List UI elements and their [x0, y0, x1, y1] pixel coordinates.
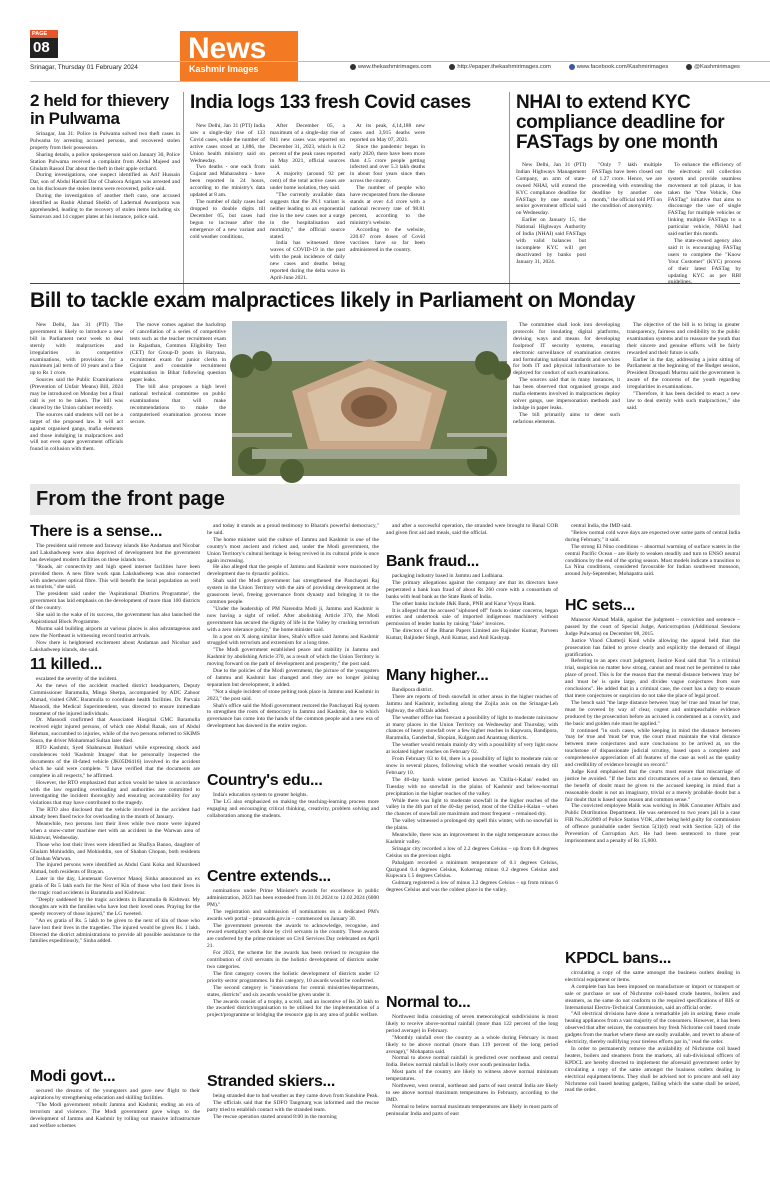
front-page-title: From the front page: [36, 488, 225, 510]
snowfall-body: [386, 687, 558, 989]
paragraph: The injured persons were identified as Abdul Gani Koka and Khursheed Ahmad, both residents of Brayan.: [30, 862, 200, 876]
paragraph: Srinagar, Jan 31: Police in Pulwama solved two theft cases in Pulwama by arresting accused persons, and recovered stolen property from their possession.: [30, 131, 180, 151]
paragraph: Shah said the Modi government has strengthened the Panchayati Raj system in the Union Territory with the aim of providing development at the grassroots level, freeing governance from dynasty and bringing it to the common people.: [207, 578, 379, 605]
paragraph: Northwest India consisting of seven meteorological subdivisions is most likely to receive above-normal rainfall (more than 122 percent of the long period average) in February.: [386, 1014, 558, 1034]
centre-body: [207, 888, 379, 1076]
modi-body: [30, 1088, 200, 1168]
paragraph: The move comes against the backdrop of cancellation of a series of competitive tests such as the teacher recruitment exam in Rajasthan, Common Eligibility Test (CET) for Group-D posts in Haryana, recruitment exam for junior clerks in Gujarat and constable recruitment examination in Bihar following question paper leaks.: [130, 322, 226, 384]
paragraph: New Delhi, Jan 31 (PTI) India saw a single-day rise of 133 Covid cases, while the number of active cases stood at 1,886, the Union health ministry said on Wednesday.: [190, 123, 265, 164]
page-number-badge: [30, 30, 58, 58]
paragraph: The valley witnessed a prolonged dry spell this winter, with no snowfall in the plains.: [386, 818, 558, 832]
modi-body-continued: [207, 523, 379, 768]
paragraph: Normal to above normal rainfall is predicted over northeast and central India. Below normal rainfall is likely over south peninsular India.: [386, 1055, 558, 1069]
paragraph: The other banks include J&K Bank, PNB and Karur Vysya Bank.: [392, 600, 536, 607]
paragraph: The officials said that the SDFO Tangmarg was informed and the rescue party tried to establish contact with the stranded team.: [207, 1099, 379, 1113]
paragraph: He also alleged that the people of Jammu and Kashmir were marooned by development due to dynastic politics.: [207, 564, 379, 578]
paragraph: Dr. Masoodi confirmed that Associated Hospital GMC Baramulla received eight injured persons, of which one Abdul Razak, son of Abdul Rehman, succumbed to injuries, while of the two persons referred to SKIMS Soura, the driver Mohammad Sultan later died.: [30, 717, 200, 745]
paragraph: Murmu said building airports at various places is also advantageous and now the Northeast is witnessing record tourist arrivals.: [30, 625, 200, 639]
masthead-subtitle: Kashmir Images: [189, 64, 259, 74]
paragraph: Gulmarg registered a low of minus 3.2 degrees Celsius – up from minus 6 degrees Celsius and was the coldest place in the valley.: [386, 880, 558, 894]
kyc-body-col2: [592, 162, 662, 282]
killed-headline: 11 killed...: [30, 656, 103, 673]
paragraph: The directors of the Bharat Papers Limited are Rajinder Kumar, Parveen Kumar, Baljinder Singh, Anil Kumar, and Anil Kashyap.: [386, 628, 558, 642]
paragraph: The sources said students will not be a target of the proposed law. It will act against organised gangs, mafia elements and those indulging in malpractices and will not even spare government officials found in collusion with them.: [30, 411, 123, 453]
paragraph: "Deeply saddened by the tragic accidents in Baramulla & Kishtwar. My thoughts are with the families who have lost their loved ones. Praying for the speedy recovery of those injured," the LG tweeted.: [30, 897, 200, 917]
covid-body-col1: [190, 123, 265, 283]
paragraph: After December 05, a maximum of a single-day rise of 841 new cases was reported on December 31, 2023, which is 0.2 percent of the peak cases reported in May 2021, official sources said.: [270, 123, 345, 171]
paragraph: "All electrical divisions have done a remarkable job in seizing these crude heating appliances from a vast majority of the consumers. However, it has been observed that after seizure, the consumers buy fresh Nichrome coil based crude gadgets from the market where these are easily available, and revert to abuse of electricity, thereby nullifying your tireless efforts par in," read the order.: [565, 1011, 741, 1046]
kpdcl-body: [565, 970, 740, 1168]
paragraph: "The Modi government rebuilt Jammu and Kashmir, ending an era of terrorism and violence. The Modi government gave wings to the development of Jammu and Kashmir by rolling out massive infrastructure and welfare schemes: [30, 1101, 200, 1129]
kyc-headline: NHAI to extend KYC compliance deadline for FASTags by one month: [516, 92, 725, 153]
column-divider: [509, 92, 510, 302]
paragraph: "Monthly rainfall over the country as a whole during February is most likely to be above normal (more than 119 percent of the long period average)," Mohapatra said.: [386, 1034, 558, 1055]
epaper-link[interactable]: http://epaper.thekashmirimages.com: [449, 64, 550, 70]
bill-body-col2: [130, 322, 226, 474]
paragraph: During investigations, one suspect identified as Arif Hussain Dar, son of Abdul Hamid Dar of Chakora Arigam was arrested and on his disclosure the stolen items were recovered, police said.: [30, 172, 180, 193]
paragraph: Later in the day, Lieutenant Governor Manoj Sinha announced an ex gratia of Rs 5 lakh each for the Next of Kin of those who lost their lives in the tragic road accidents in Baramulla and Kishtwar.: [30, 876, 200, 897]
paragraph: The strong El Nino conditions – abnormal warming of surface waters in the central Pacific Ocean – are likely to weaken steadily and turn to ENSO neutral conditions by the end of the spring season. Most models indicate a transition to La Nina conditions, considered favourable for Indian southwest monsoon, around July-September, Mohapatra said.: [565, 543, 740, 578]
paragraph: The RTO also disclosed that the vehicle involved in the accident had already been fined twice for overloading in the month of January.: [30, 807, 200, 821]
paragraph: The registration and submission of nominations on a dedicated PM's awards web portal – pmawards.gov.in – commenced on January 30.: [207, 908, 379, 922]
sense-body: [30, 543, 200, 651]
bill-body-col4: [627, 322, 740, 474]
paragraph: "An ex gratia of Rs. 5 lakh to be given to the next of kin of those who have lost their lives in the tragedies. The injured would be given Rs. 1 lakh. Directed the district administrations to provide all possible assistance to the families expeditiously," Sinha added.: [30, 917, 200, 945]
paragraph: "Therefore, it has been decided to enact a new law to deal sternly with such malpractices," she said.: [627, 391, 740, 411]
hc-headline: HC sets...: [565, 597, 635, 614]
paragraph: While there was light to moderate snowfall in the higher reaches of the valley in the 4th part of the 40-day period, most of the Chilla-i-Kalan – when the chances of snowfall are maximum and most frequent – remained dry.: [386, 797, 558, 818]
paragraph: However, the RTO emphasized that action would be taken in accordance with the law regarding overloading and authorities are committed to investigating the incident thoroughly and ensuring accountability for any violations that may have contributed to the tragedy.: [30, 779, 200, 807]
paragraph: The first category covers the holistic development of districts under 12 priority sector programmes. In this category, 10 awards would be conferred.: [207, 970, 379, 984]
section-divider: [30, 283, 740, 284]
paragraph: central India, the IMD said.: [571, 523, 632, 529]
paragraph: Mansoor Ahmad Malik, against the judgment – conviction and sentence – passed by the court of Special Judge, Anticorruption (Additional Sessions Judge Pulwama) on December 08, 2015.: [565, 617, 740, 637]
bank-body: [386, 573, 558, 663]
paragraph: Since the pandemic began in early 2020, there have been more than 4.5 crore people getting infected and over 5.3 lakh deaths in about four years since then across the country.: [350, 143, 425, 185]
paragraph: A complete ban has been imposed on manufacture or import or transport or sale or purchase or use of Nichrome coil-based crude heaters, boilers and steamers, as the same do not conform to the required specifications of BIS or International Electro-Technical Commission, said an official order.: [565, 983, 740, 1011]
paragraph: The state-owned agency also said it is encouraging FASTag users to complete the "Know Your Customer" (KYC) process of their latest FASTag by updating KYC as per RBI: [668, 237, 741, 279]
paragraph: It continued "in such cases, while keeping in mind the distance between 'may be' true and 'must be' true, the court must maintain the vital distance between mere conjectures and sure conclusions to be arrived at, on the touchstone of dispassionate judicial scrutiny, based upon a complete and comprehensive appreciation of all features of the case as well as the quality and credibility of evidence brought on record.": [565, 727, 740, 769]
paragraph: The president said under the 'Aspirational Districts Programme', the government has laid emphasis on the development of more than 100 districts of the country.: [30, 591, 200, 612]
paragraph: It is alleged that the accused "siphoned off" funds to sister concerns, began entries and undertook sale of imported indigenous machinery without permission of lender banks by raising "fake" invoices.: [386, 607, 558, 628]
paragraph: In order to permanently remove the availability of Nichrome coil based heaters, boilers and steamers from the markets, all sub-divisional officers of KPDCL are hereby directed to implement the aforesaid government order by circulating a copy of the same amongst the business outlets dealing in electrical equipment/items. They shall be advised not to procure and sell any Nichrome coil based heating gadgets, failing which the same shall be seized, read the order.: [565, 1045, 740, 1094]
kyc-body-col3: [668, 162, 741, 282]
paragraph: The weather office has forecast a possibility of light to moderate rain/snow at many places in the Union Territory on Wednesday and Thursday, with chances of heavy snowfall over a few higher reaches in Kupwara, Bandipora, Baramulla, Ganderbal, Shopian, Kulgam and Anantnag districts.: [386, 714, 558, 742]
paragraph: Shah's office said the Modi government restored the Panchayati Raj system to strengthen the roots of democracy in Jammu and Kashmir, due to which governance has come into the hands of the common people and a new era of development has dawned in the entire region.: [207, 702, 379, 730]
paragraph: "Only 7 lakh multiple FASTags have been closed out of 1.27 crore. Hence, we are proceeding with extending the deadline by another one month," the official told PTI on the condition of anonymity.: [592, 162, 662, 210]
skiers-body: [207, 1093, 379, 1168]
paragraph: Due to the policies of the Modi government, the picture of the youngsters of Jammu and Kashmir has changed and they are no longer joining separatism but development, it added.: [207, 668, 379, 688]
paragraph: Pahalgam recorded a minimum temperature of 0.1 degrees Celsius, Qazigund 0.4 degrees Celsius, Kokernag minus 0.2 degrees Celsius and Kupwara 1.5 degrees Celsius.: [386, 859, 558, 880]
normal-body-continued: [565, 523, 740, 593]
paragraph: The sources said that in many instances, it has been observed that organised groups and mafia elements involved in malpractices deploy solver gangs, use impersonation methods and indulge in paper leaks.: [513, 377, 620, 411]
thievery-headline: 2 held for thievery in Pulwama: [30, 91, 169, 128]
paragraph: India has witnessed three waves of COVID-19 in the past with the peak incidence of daily new cases and deaths being reported during the delta wave in April-June 2021.: [270, 240, 345, 281]
kpdcl-headline: KPDCL bans...: [565, 950, 672, 967]
link-icon: [449, 64, 455, 70]
paragraph: Judge Koul emphasised that the courts must ensure that miscarriage of justice be avoided. "If the facts and circumstances of a case so demand, then the benefit of doubt must be given to the accused keeping in mind that a reasonable doubt is not an imaginary, trivial or a merely probable doubt but a fair doubt that is based upon reason and common sense.": [565, 768, 740, 803]
paragraph: For 2023, the scheme for the awards has been revised to recognise the contribution of civil servants in the holistic development of districts under two categories.: [207, 950, 379, 970]
bill-body-col3: [513, 322, 620, 474]
paragraph: Sources said the Public Examinations (Prevention of Unfair Means) Bill, 2024 may be introduced on Monday but a final call is yet to be taken. The bill was cleared by the Union cabinet recently.: [30, 377, 123, 411]
paragraph: Justice Vinod Chatterji Koul while allowing the appeal held that the prosecution has failed to prove clearly and explicitly the demand of illegal gratification.: [565, 637, 740, 658]
paragraph: The government presents the awards to acknowledge, recognise, and reward exemplary work done by civil servants in the country. These awards are conferred by the prime minister on Civil Services Day celebrated on April 21.: [207, 922, 379, 950]
paragraph: The home minister said the culture of Jammu and Kashmir is one of the country's most ancient and richest and, under the Modi government, the Union Territory's cultural heritage is being revived in its cultural pride is once again increasing.: [207, 536, 379, 564]
hc-body: [565, 617, 740, 945]
covid-body-col4: [430, 123, 505, 283]
killed-body: [30, 676, 200, 1064]
paragraph: and today it stands as a proud testimony to Bharat's powerful democracy," he said.: [207, 523, 379, 536]
page-number: 08: [33, 39, 50, 56]
facebook-icon: [569, 64, 575, 70]
facebook-link[interactable]: www.facebook.com/Kashmirimages: [569, 64, 669, 70]
bank-headline: Bank fraud...: [386, 553, 480, 570]
normal-headline: Normal to...: [386, 994, 471, 1011]
paragraph: escalated the severity of the incident.: [36, 676, 118, 682]
paragraph: circulating a copy of the same amongst the business outlets dealing in electrical equipment or items.: [565, 970, 740, 983]
paragraph: The number of daily cases had dropped to double digits till December 05, but cases had begun to increase after the emergence of a new variant and cold weather conditions.: [190, 198, 265, 240]
paragraph: Most parts of the country are likely to witness above normal minimum temperatures.: [386, 1069, 558, 1083]
bill-headline: Bill to tackle exam malpractices likely in Parliament on Monday: [30, 289, 636, 312]
paragraph: From February 03 to 04, there is a possibility of light to moderate rain or snow in several places, following which the weather would remain dry till February 10.: [386, 756, 558, 776]
paragraph: Now there is heightened excitement about Andaman and Nicobar and Lakshadweep islands, she said.: [30, 639, 200, 653]
paragraph: "The currently available data suggests that the JN.1 variant is neither leading to an exponential rise in the new cases nor a surge in the hospitalisation and mortality," the official source stated.: [270, 192, 345, 240]
parliament-photo: [232, 321, 507, 476]
paragraph: Bandipora district.: [392, 687, 433, 693]
normal-body: [386, 1014, 558, 1168]
paragraph: The bill also proposes a high level national technical committee on public examinations that will make recommendations to make the computerised examination process more secure.: [130, 384, 226, 425]
paragraph: The awards consist of a trophy, a scroll, and an incentive of Rs 20 lakh to the awarded district/organisation to be utilised for the implementation of a project/programme or bridging the resource gap in any area of public welfare.: [207, 998, 379, 1019]
paragraph: At its peak, 4,14,188 new cases and 3,915 deaths were reported on May 07, 2021.: [350, 123, 425, 143]
paragraph: "Under the leadership of PM Narendra Modi ji, Jammu and Kashmir is now having a sight of relief. After abolishing Article 370, the Modi government has secured the dignity of life in the Valley by crushing terrorism with a zero tolerance policy," the home minister said.: [207, 605, 379, 633]
edu-body: [207, 792, 379, 854]
paragraph: "Not a single incident of stone pelting took place in Jammu and Kashmir in 2023," the post said.: [207, 688, 379, 702]
paragraph: "Roads, air connectivity and high speed internet facilities have been provided there. A new fibre work span Lakshadweep was also connected with underwater optical fibre. This will benefit the local population as well as tourists," she said.: [30, 563, 200, 591]
paragraph: There are reports of fresh snowfall in other areas in the higher reaches of Jammu and Kashmir, including along the Zojila axis on the Srinagar-Leh highway, the officials added.: [386, 693, 558, 714]
paragraph: New Delhi, Jan 31 (PTI) The government is likely to introduce a new bill in Parliament next week to deal sternly with malpractices and irregularities in competitive examinations, with provisions for a maximum jail term of 10 years and a fine up to Rs 1 crore.: [30, 322, 123, 377]
paragraph: secured the dreams of the youngsters and gave new flight to their aspirations by strengthening education and skilling facilities.: [30, 1088, 200, 1101]
twitter-icon: [686, 64, 692, 70]
paragraph: The convicted employee Malik was working in J&K Consumer Affairs and Public Distribution Department. He was sentenced to two years jail in a case FIR No.26/2009 of Police Station VOK, after being held guilty for commission of offence punishable under Section 5(1)(d) read with Section 5(2) of the Prevention of Corruption Act. He had been sentenced to three year imprisonment and a penalty of Rs 15,000.: [565, 803, 740, 844]
dateline: Srinagar, Thursday 01 February 2024: [30, 64, 138, 71]
paragraph: Normal to below normal maximum temperatures are likely in most parts of peninsular India and parts of east: [386, 1103, 558, 1117]
paragraph: Meanwhile, there was an improvement in the night temperature across the Kashmir valley.: [386, 832, 558, 845]
paragraph: being stranded due to bad weather as they came down from Sunshine Peak.: [213, 1093, 379, 1099]
paragraph: Meanwhile, two persons lost their lives while two more were injured when a snow-cutter machine met with an accident in the Warwan area of Kishtwar, Wednesday.: [30, 821, 200, 841]
paragraph: According to the website, 220.67 crore doses of Covid vaccines have so far been administered in the country.: [350, 226, 425, 254]
skiers-body-continued: [386, 523, 558, 549]
bill-body-col1: [30, 322, 123, 474]
sense-headline: There is a sense...: [30, 523, 163, 540]
covid-headline: India logs 133 fresh Covid cases: [190, 92, 471, 113]
paragraph: RTO Kashmir, Syed Shahnawaz Bukhari while expressing shock and condolences told 'Kashmir Images' that he personally inspected the documents of the ill-fated vehicle (JK05D6416) involved in the accident which he said were complete. "I have verified that the documents are complete in all respects," he affirmed.: [30, 745, 200, 779]
paragraph: Two deaths - one each from Gujarat and Maharashtra - have been reported in 24 hours, according to the ministry's data updated at 8 am.: [190, 164, 265, 199]
column-divider: [183, 92, 184, 302]
paragraph: The number of people who have recuperated from the disease stands at over 4.4 crore with a national recovery rate of 98.81 percent, according to the ministry's website.: [350, 185, 425, 226]
paragraph: New Delhi, Jan 31 (PTI) Indian Highways Management Company, an arm of state-owned NHAI, will extend the KYC compliance deadline for FASTags by one month, a senior government official said on Wednesday.: [516, 162, 586, 217]
paragraph: During the investigation of another theft case, one accused identified as Bashir Ahmad Sheikh of Ladermal Awantipora was apprehended, leading to the recovery of stolen items including six Samovars and 14 copper plates at his instance, police said.: [30, 193, 180, 220]
paragraph: nominations under Prime Minister's awards for excellence in public administration, 2023 has been extended from 31.01.2024 to 12.02.2024 (6000 PM).": [207, 888, 379, 908]
paragraph: India's education system to greater heights.: [213, 792, 308, 798]
paragraph: "Below normal cold wave days are expected over some parts of central India during February," it said.: [565, 529, 741, 543]
paragraph: Earlier on January 15, the National Highways Authority of India (NHAI) said FASTags with valid balances but incomplete KYC will get deactivated by banks post January 31, 2024.: [516, 217, 586, 265]
paragraph: She said in the wake of its success, the government has also launched the Aspirational Block Programme.: [30, 612, 200, 625]
paragraph: To enhance the efficiency of the electronic toll collection system and provide seamless movement at toll plazas, it has taken the "One Vehicle, One FASTag" initiative that aims to discourage the use of single FASTag for multiple vehicles or linking multiple FASTags to a particular vehicle, NHAI had said earlier this month.: [668, 162, 741, 238]
header-links: [350, 64, 740, 70]
page-label: PAGE: [30, 30, 58, 38]
covid-body-col2: [270, 123, 345, 283]
paragraph: The rescue operation started around 8:00 in the morning: [213, 1113, 337, 1120]
snowfall-headline: Many higher...: [386, 667, 489, 684]
paragraph: In a post on X along similar lines, Shah's office said Jammu and Kashmir struggled with terrorism and extremism for a long time.: [207, 633, 379, 647]
globe-icon: [350, 64, 356, 70]
paragraph: Sharing details, a police spokesperson said on January 30, Police Station Pulwama received a complaint from Abdul Majeed and Ghulam Rasool Dar about the theft in their apple orchard.: [30, 151, 180, 172]
paragraph: Those who lost their lives were identified as Shafiya Banoo, daughter of Ghulam Mohiuddin, and Mohiuddin, son of Shaban Chopan, both residents of Inshan Warwan.: [30, 841, 200, 862]
paragraph: The committee shall look into developing protocols for insulating digital platforms, devising ways and means for developing foolproof IT security systems, ensuring electronic surveillance of examination centres and formulating national standards and services for both IT and physical infrastructure to be deployed for conduct of such examinations.: [513, 322, 620, 377]
kyc-body-col1: [516, 162, 586, 282]
paragraph: The primary allegations against the company are that its directors have perpetrated a bank loan fraud of about Rs 260 crore with a consortium of banks with lead bank as the State Bank of India.: [386, 579, 558, 600]
paragraph: Referring to an apex court judgment, Justice Koul said that "in a criminal trial, suspicion no matter how strong, cannot and must not be permitted to take place of proof. This is for the reason that the mental distance between 'may be' and 'must be' is quite large, and divides vague conjectures from sure conclusions". He added that in a criminal case, the court has a duty to ensure that mere conjectures or suspicion do not take the place of legal proof.: [565, 658, 740, 699]
paragraph: A majority (around 92 per cent) of the total active cases are under home isolation, they said.: [270, 171, 345, 192]
paragraph: The weather would remain mainly dry with a possibility of very light snow at isolated higher reaches on February 02.: [386, 742, 558, 756]
modi-headline: Modi govt...: [30, 1068, 116, 1085]
paragraph: packaging industry based in Jammu and Ludhiana.: [392, 573, 504, 579]
edu-headline: Country's edu...: [207, 772, 323, 789]
paragraph: "The Modi government established peace and stability in Jammu and Kashmir by abolishing Article 370, as a result of which the Union Territory is moving forward on the path of development and prosperity," the post said.: [207, 647, 379, 668]
paragraph: The bench said "the large distance between 'may be' true and 'must be' true, must be covered by way of clear, cogent and unimpeachable evidence produced by the prosecution before an accused is condemned as a convict, and the basic and golden rule must be applied.": [565, 699, 740, 727]
paragraph: Northwest, west central, northeast and parts of east central India are likely to see above normal maximum temperatures in February, according to the IMD.: [386, 1083, 558, 1103]
centre-headline: Centre extends...: [207, 868, 331, 885]
paragraph: Earlier in the day, addressing a joint sitting of Parliament at the beginning of the Budget session, President Droupadi Murmu said the government is aware of the concerns of the youth regarding irregularities in examinations.: [627, 356, 740, 391]
covid-body-col3: [350, 123, 425, 283]
paragraph: The second category is "innovations for central ministries/departments, states, districts" and six awards would be given under it.: [207, 984, 379, 998]
website-link[interactable]: www.thekashmirimages.com: [350, 64, 431, 70]
paragraph: The bill primarily aims to deter such nefarious elements.: [513, 411, 620, 425]
paragraph: As the news of the accident reached district headquarters, Deputy Commissioner Baramulla, Minga Sherpa, accompanied by ADC Zahoor Ahmad, visited GMC Baramulla to coordinate health facilities. Dr. Parvaiz Masoodi, the Medical Superintendent, was directed to ensure immediate treatment of the injured individuals.: [30, 682, 200, 717]
paragraph: The LG also emphasized on making the teaching-learning process more engaging and encouraging critical thinking, creativity, problem solving and collaboration among the students.: [207, 798, 379, 819]
paragraph: The 40-day harsh winter period known as 'Chilla-i-Kalan' ended on Tuesday with no snowfall in the plains of Kashmir and below-normal precipitation in the higher reaches of the valley.: [386, 776, 558, 797]
twitter-link[interactable]: @Kashmirimages: [686, 64, 740, 70]
thievery-body: [30, 131, 180, 276]
paragraph: The president said remote and faraway islands like Andaman and Nicobar and Lakshadweep were also deprived of development but the government has developed modern facilities on these islands too.: [30, 543, 200, 563]
masthead-title: News: [188, 32, 267, 65]
paragraph: Srinagar city recorded a low of 2.2 degrees Celsius – up from 0.8 degrees Celsius on the previous night.: [386, 845, 558, 859]
skiers-headline: Stranded skiers...: [207, 1073, 335, 1090]
paragraph: The objective of the bill is to bring in greater transparency, fairness and credibility to the public examination systems and to reassure the youth that their sincere and genuine efforts will be fairly rewarded and their future is safe.: [627, 322, 740, 356]
front-page-band: [30, 484, 740, 515]
paragraph: and after a successful operation, the stranded were brought to Banal COB and given first aid and meals, said the official.: [386, 523, 558, 536]
